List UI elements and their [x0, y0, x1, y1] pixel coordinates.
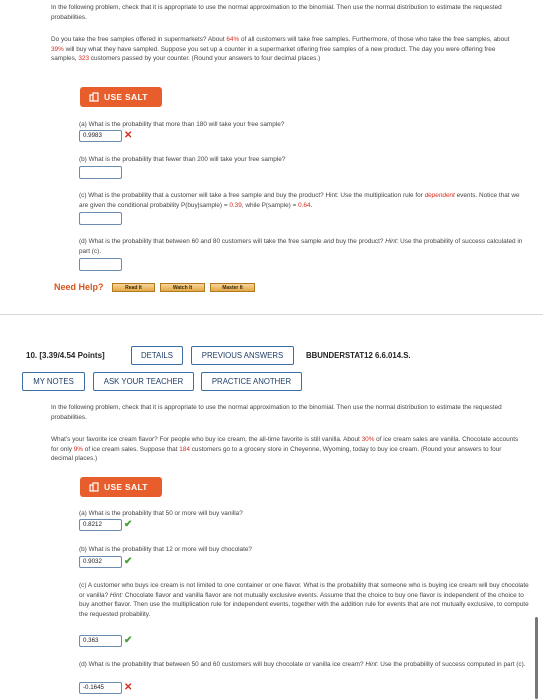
problem10-answer-c-input[interactable]: 0.363 [79, 635, 122, 647]
master-it-button[interactable]: Master It [210, 283, 255, 292]
salt-icon [89, 482, 99, 492]
problem-divider [0, 314, 543, 315]
problem9-answer-b-input[interactable] [79, 166, 122, 179]
use-salt-button[interactable]: USE SALT [80, 477, 162, 497]
my-notes-button[interactable]: MY NOTES [22, 372, 85, 391]
previous-answers-button[interactable]: PREVIOUS ANSWERS [191, 346, 294, 365]
problem10-answer-a-input[interactable]: 0.8212 [79, 519, 122, 531]
problem10-answer-b-input[interactable]: 0.9032 [79, 556, 122, 568]
problem9-answer-d-input[interactable] [79, 258, 122, 271]
problem10-number-points: 10. [3.39/4.54 Points] [26, 351, 105, 360]
ask-teacher-button[interactable]: ASK YOUR TEACHER [93, 372, 194, 391]
incorrect-icon: ✕ [124, 682, 133, 693]
problem9-question-a: (a) What is the probability that more than 180 will take your free sample? [79, 121, 285, 128]
salt-icon [89, 92, 99, 102]
watch-it-button[interactable]: Watch It [160, 283, 205, 292]
problem10-body: What's your favorite ice cream flavor? For people who buy ice cream, the all-time favorite is still vanilla. About 30% of ice cream sales are vanilla. Chocolate accounts for only 9% of ice cream sales. Suppose that 184 customers go to a grocery store in Cheyenne, Wyoming, today to buy ice cream. (Round your answers to four decimal places.) [51, 436, 519, 463]
problem9-body: Do you take the free samples offered in supermarkets? About 64% of all customers will take free samples. Furthermore, of those who take the free samples, about 39% will buy what they have sampled. Suppose you set up a counter in a supermarket offering free samples of a new product. The day you were offering free samples, 323 customers passed by your counter. (Round your answers to four decimal places.) [51, 36, 510, 63]
problem9-answer-c-input[interactable] [79, 212, 122, 225]
problem10-question-d: (d) What is the probability that between 50 and 60 customers will buy chocolate or vanilla ice cream? Hint: Use the probability of success computed in part (c). [79, 661, 526, 668]
correct-icon: ✔ [124, 635, 133, 646]
need-help-label: Need Help? [54, 282, 104, 292]
problem9-question-c: (c) What is the probability that a customer will take a free sample and buy the product? Hint: Use the multiplication rule for dependent events. Notice that we are given the conditional probability P(buy|sample) = 0.39, while P(sample) = 0.64. [79, 192, 520, 209]
problem10-question-a: (a) What is the probability that 50 or more will buy vanilla? [79, 510, 243, 517]
problem9-question-d: (d) What is the probability that between 60 and 80 customers will take the free sample and buy the product? Hint: Use the probability of success calculated in part (c). [79, 238, 523, 255]
correct-icon: ✔ [124, 519, 133, 530]
details-button[interactable]: DETAILS [131, 346, 183, 365]
practice-another-button[interactable]: PRACTICE ANOTHER [201, 372, 302, 391]
problem10-intro: In the following problem, check that it is appropriate to use the normal approximation to the binomial. Then use the normal distribution to estimate the requested probabilities. [51, 404, 502, 421]
correct-icon: ✔ [124, 556, 133, 567]
incorrect-icon: ✕ [124, 130, 133, 141]
problem10-answer-d-input[interactable]: -0.1645 [79, 682, 122, 694]
problem9-answer-a-input[interactable]: 0.9983 [79, 130, 122, 142]
read-it-button[interactable]: Read It [112, 283, 155, 292]
problem9-question-b: (b) What is the probability that fewer than 200 will take your free sample? [79, 156, 286, 163]
problem10-question-b: (b) What is the probability that 12 or more will buy chocolate? [79, 546, 252, 553]
scrollbar[interactable] [535, 617, 538, 699]
problem10-question-c: (c) A customer who buys ice cream is not limited to one container or one flavor. What is the probability that someone who is buying ice cream will buy chocolate or vanilla? Hint: Chocolate flavor and vanilla flavor are not mutually exclusive events. Assume that the choice to buy one flavor is independent of the choice to buy another flavor. Then use the multiplication rule for independent events, together with the addition rule for events that are not mutually exclusive, to compute the requested probability. [79, 582, 529, 618]
problem10-code: BBUNDERSTAT12 6.6.014.S. [306, 351, 411, 360]
problem9-intro: In the following problem, check that it is appropriate to use the normal approximation to the binomial. Then use the normal distribution to estimate the requested probabilities. [51, 4, 502, 21]
use-salt-button[interactable]: USE SALT [80, 87, 162, 107]
